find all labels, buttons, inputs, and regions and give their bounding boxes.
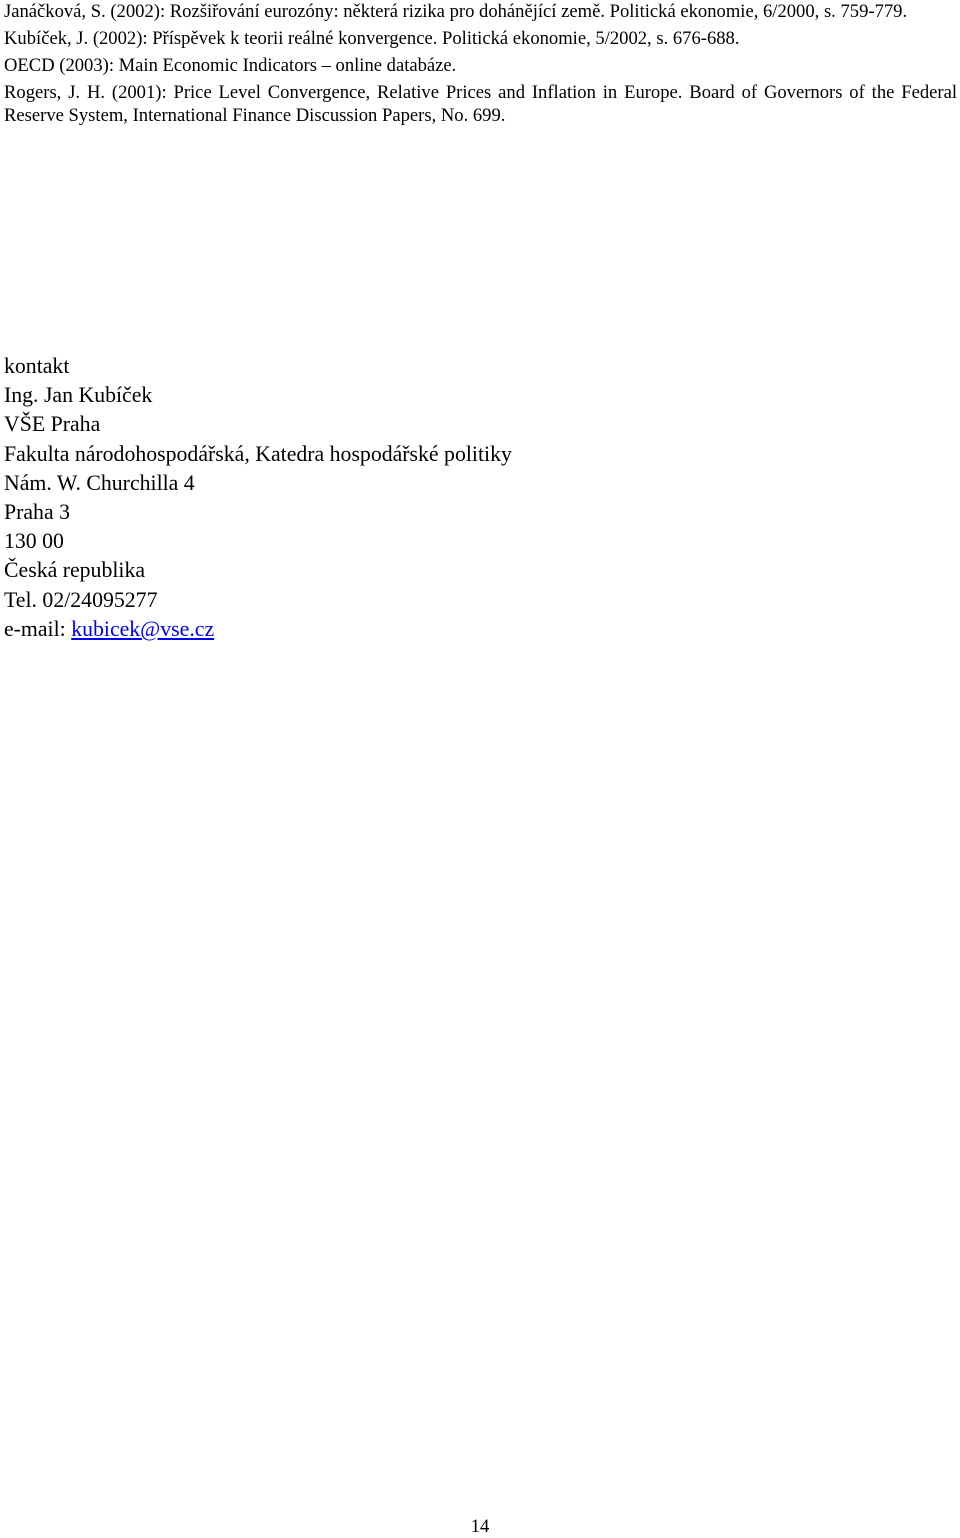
contact-block <box>4 352 512 644</box>
contact-email-label: e-mail: <box>4 616 72 641</box>
reference-item: Rogers, J. H. (2001): Price Level Convergence, Relative Prices and Inflation in Europe. Board of Governors of the Federal Reserve System, International Finance Discussion Papers, No. 699. <box>4 82 957 126</box>
contact-department: Fakulta národohospodářská, Katedra hospodářské politiky <box>4 441 512 466</box>
reference-item: OECD (2003): Main Economic Indicators – online databáze. <box>4 55 457 76</box>
contact-city: Praha 3 <box>4 500 70 525</box>
contact-postal-code: 130 00 <box>4 529 64 554</box>
reference-item: Janáčková, S. (2002): Rozšiřování eurozóny: některá rizika pro dohánějící země. Politická ekonomie, 6/2000, s. 759-779. <box>4 1 908 22</box>
contact-country: Česká republika <box>4 558 146 583</box>
contact-phone: Tel. 02/24095277 <box>4 587 158 612</box>
contact-street: Nám. W. Churchilla 4 <box>4 470 195 495</box>
contact-name: Ing. Jan Kubíček <box>4 383 153 408</box>
reference-list <box>4 0 957 131</box>
contact-heading: kontakt <box>4 354 70 378</box>
contact-email-line <box>4 615 512 644</box>
reference-item: Kubíček, J. (2002): Příspěvek k teorii reálné konvergence. Politická ekonomie, 5/2002, s. 676-688. <box>4 28 740 49</box>
email-link[interactable]: kubicek@vse.cz <box>71 616 215 641</box>
page-number: 14 <box>470 1516 490 1537</box>
contact-institution: VŠE Praha <box>4 412 101 437</box>
